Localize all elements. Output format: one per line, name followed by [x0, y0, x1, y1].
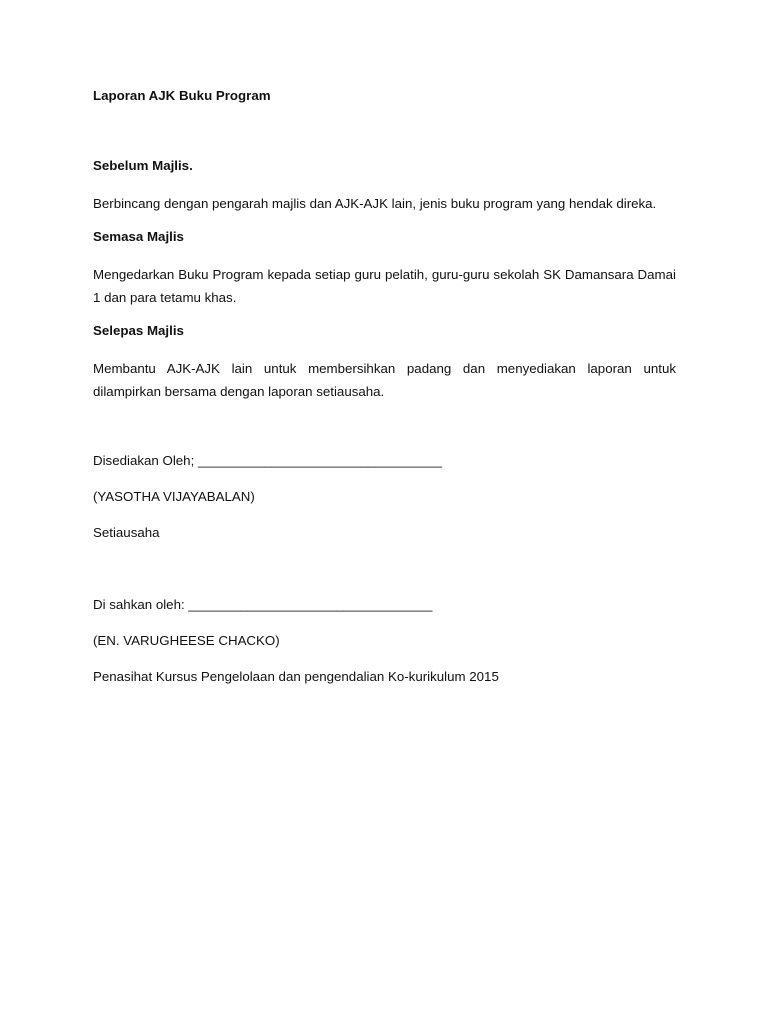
verified-by-role: Penasihat Kursus Pengelolaan dan pengendalian Ko-kurikulum 2015	[93, 669, 499, 684]
document-content	[93, 86, 676, 687]
section-heading-semasa: Semasa Majlis	[93, 229, 184, 244]
document-title: Laporan AJK Buku Program	[93, 88, 271, 103]
verified-by-name: (EN. VARUGHEESE CHACKO)	[93, 633, 280, 648]
verified-by-signature-line: Di sahkan oleh: _________________________________	[93, 597, 433, 612]
section-heading-sebelum: Sebelum Majlis.	[93, 158, 193, 173]
section-body-semasa: Mengedarkan Buku Program kepada setiap guru pelatih, guru-guru sekolah SK Damansara Damai 1 dan para tetamu khas.	[93, 267, 676, 305]
prepared-by-signature-line: Disediakan Oleh; _________________________________	[93, 453, 442, 468]
section-body-selepas: Membantu AJK-AJK lain untuk membersihkan padang dan menyediakan laporan untuk dilampirkan bersama dengan laporan setiausaha.	[93, 361, 676, 399]
section-body-sebelum: Berbincang dengan pengarah majlis dan AJK-AJK lain, jenis buku program yang hendak direka.	[93, 196, 657, 211]
section-heading-selepas: Selepas Majlis	[93, 323, 184, 338]
prepared-by-name: (YASOTHA VIJAYABALAN)	[93, 489, 255, 504]
prepared-by-role: Setiausaha	[93, 525, 160, 540]
